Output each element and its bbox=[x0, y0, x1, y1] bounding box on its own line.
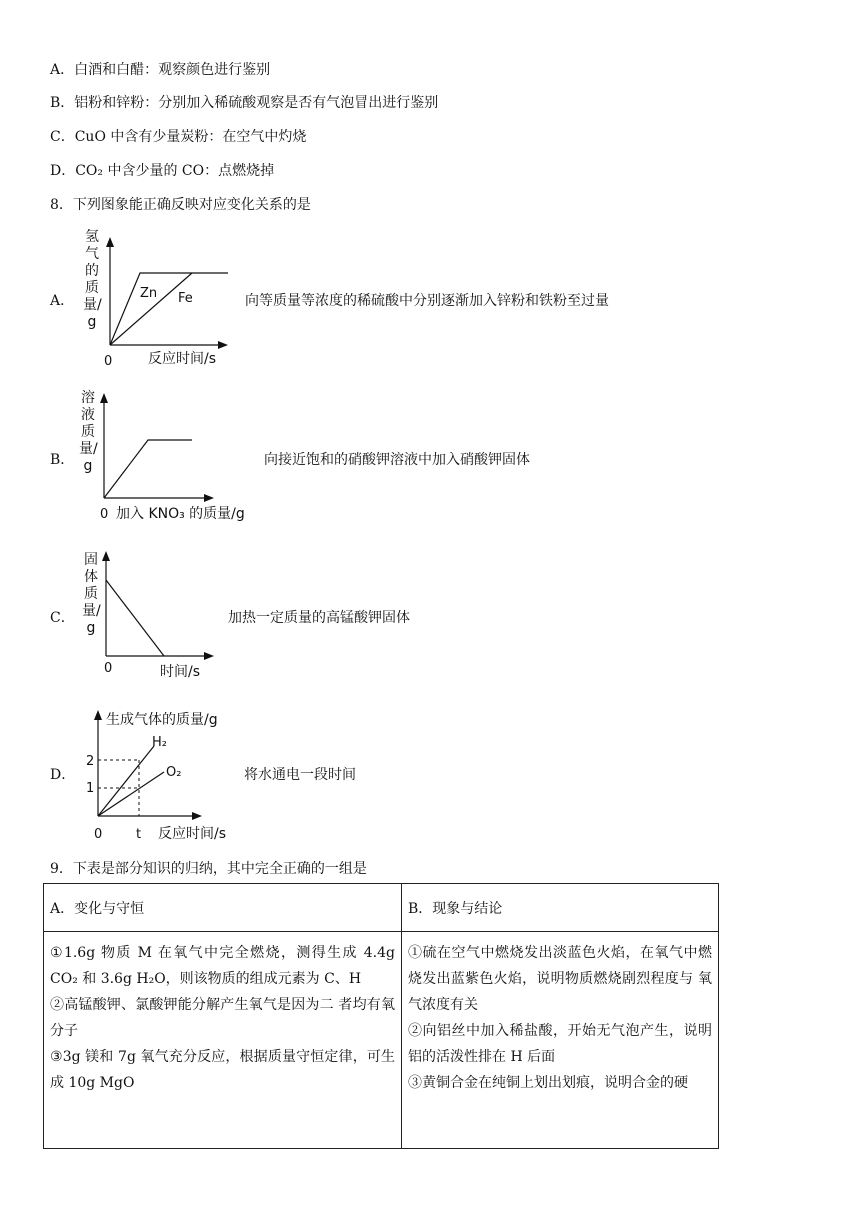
graph-b-y-arrow bbox=[100, 393, 108, 403]
graph-b-xlabel: 加入 KNO₃ 的质量/g bbox=[116, 506, 245, 522]
graph-c-ylabel: 固体质量/g bbox=[82, 552, 101, 636]
graph-d-y-arrow bbox=[94, 710, 102, 720]
graph-d-h2-label: H₂ bbox=[152, 735, 167, 750]
table-b-item-1: ①硫在空气中燃烧发出淡蓝色火焰，在氧气中燃 烧发出蓝紫色火焰，说明物质燃烧剧烈程度与 氧气浓度有关 bbox=[408, 945, 712, 1013]
graph-c-y-arrow bbox=[102, 551, 110, 561]
graph-d-ylabel: 生成气体的质量/g bbox=[106, 712, 218, 728]
graph-c bbox=[98, 548, 228, 683]
knowledge-table bbox=[43, 883, 719, 1149]
graph-a-fe-label: Fe bbox=[178, 291, 193, 306]
graph-c-xlabel: 时间/s bbox=[160, 664, 201, 680]
option-7b: B．铝粉和锌粉：分别加入稀硫酸观察是否有气泡冒出进行鉴别 bbox=[50, 95, 439, 111]
graph-d-xtick-t: t bbox=[136, 827, 142, 842]
graph-a bbox=[100, 235, 240, 370]
graph-b bbox=[96, 390, 256, 525]
option-8a-caption: 向等质量等浓度的稀硫酸中分别逐渐加入锌粉和铁粉至过量 bbox=[245, 293, 609, 309]
graph-b-ylabel: 溶液质量/g bbox=[79, 390, 98, 474]
table-b-item-2: ②向铝丝中加入稀盐酸，开始无气泡产生，说明 铝的活泼性排在 H 后面 bbox=[408, 1023, 712, 1065]
option-8b-letter: B． bbox=[50, 452, 75, 468]
table-header-b: B．现象与结论 bbox=[402, 884, 719, 932]
option-7d: D．CO₂ 中含少量的 CO：点燃烧掉 bbox=[50, 163, 275, 179]
option-8b-caption: 向接近饱和的硝酸钾溶液中加入硝酸钾固体 bbox=[264, 452, 530, 468]
graph-a-y-arrow bbox=[106, 237, 114, 247]
graph-d-o2-label: O₂ bbox=[166, 765, 182, 780]
graph-d-x-arrow bbox=[192, 812, 202, 820]
option-8d-caption: 将水通电一段时间 bbox=[244, 767, 356, 783]
table-b-item-3: ③黄铜合金在纯铜上划出划痕，说明合金的硬 bbox=[408, 1075, 688, 1091]
graph-b-origin: 0 bbox=[100, 507, 109, 522]
graph-b-line bbox=[104, 440, 192, 498]
graph-d-origin: 0 bbox=[94, 827, 103, 842]
table-header-a: A．变化与守恒 bbox=[44, 884, 402, 932]
graph-d bbox=[84, 706, 244, 844]
graph-a-xlabel: 反应时间/s bbox=[148, 351, 217, 367]
graph-c-line bbox=[106, 580, 164, 656]
graph-a-fe-line bbox=[110, 273, 192, 345]
graph-a-ylabel: 氢气的质量/g bbox=[83, 229, 102, 330]
graph-d-h2-line bbox=[98, 746, 154, 816]
table-cell-b bbox=[402, 932, 719, 1149]
option-7a: A．白酒和白醋：观察颜色进行鉴别 bbox=[50, 62, 271, 78]
option-8c-letter: C． bbox=[50, 610, 75, 626]
option-8d-letter: D． bbox=[50, 767, 76, 783]
table-a-item-2: ②高锰酸钾、氯酸钾能分解产生氧气是因为二 者均有氧分子 bbox=[50, 997, 395, 1039]
option-8a-letter: A． bbox=[50, 293, 75, 309]
graph-c-origin: 0 bbox=[104, 661, 113, 676]
option-7c: C．CuO 中含有少量炭粉：在空气中灼烧 bbox=[50, 129, 307, 145]
graph-d-ytick-2: 2 bbox=[86, 754, 95, 769]
graph-c-x-arrow bbox=[204, 652, 214, 660]
graph-a-zn-label: Zn bbox=[140, 286, 158, 301]
graph-d-xlabel: 反应时间/s bbox=[158, 826, 227, 842]
graph-a-origin: 0 bbox=[104, 354, 113, 369]
option-8c-caption: 加热一定质量的高锰酸钾固体 bbox=[228, 610, 410, 626]
graph-a-x-arrow bbox=[218, 341, 228, 349]
graph-b-x-arrow bbox=[204, 494, 214, 502]
question-8-stem: 8．下列图象能正确反映对应变化关系的是 bbox=[50, 197, 311, 213]
table-cell-a bbox=[44, 932, 402, 1149]
graph-a-zn-line bbox=[110, 273, 228, 345]
table-a-item-3: ③3g 镁和 7g 氧气充分反应，根据质量守恒定律，可生成 10g MgO bbox=[50, 1049, 395, 1091]
graph-d-o2-line bbox=[98, 772, 164, 816]
table-a-item-1: ①1.6g 物质 M 在氧气中完全燃烧，测得生成 4.4g CO₂ 和 3.6g H₂O，则该物质的组成元素为 C、H bbox=[50, 945, 395, 987]
question-9-stem: 9．下表是部分知识的归纳，其中完全正确的一组是 bbox=[50, 861, 367, 877]
graph-d-ytick-1: 1 bbox=[86, 781, 95, 796]
